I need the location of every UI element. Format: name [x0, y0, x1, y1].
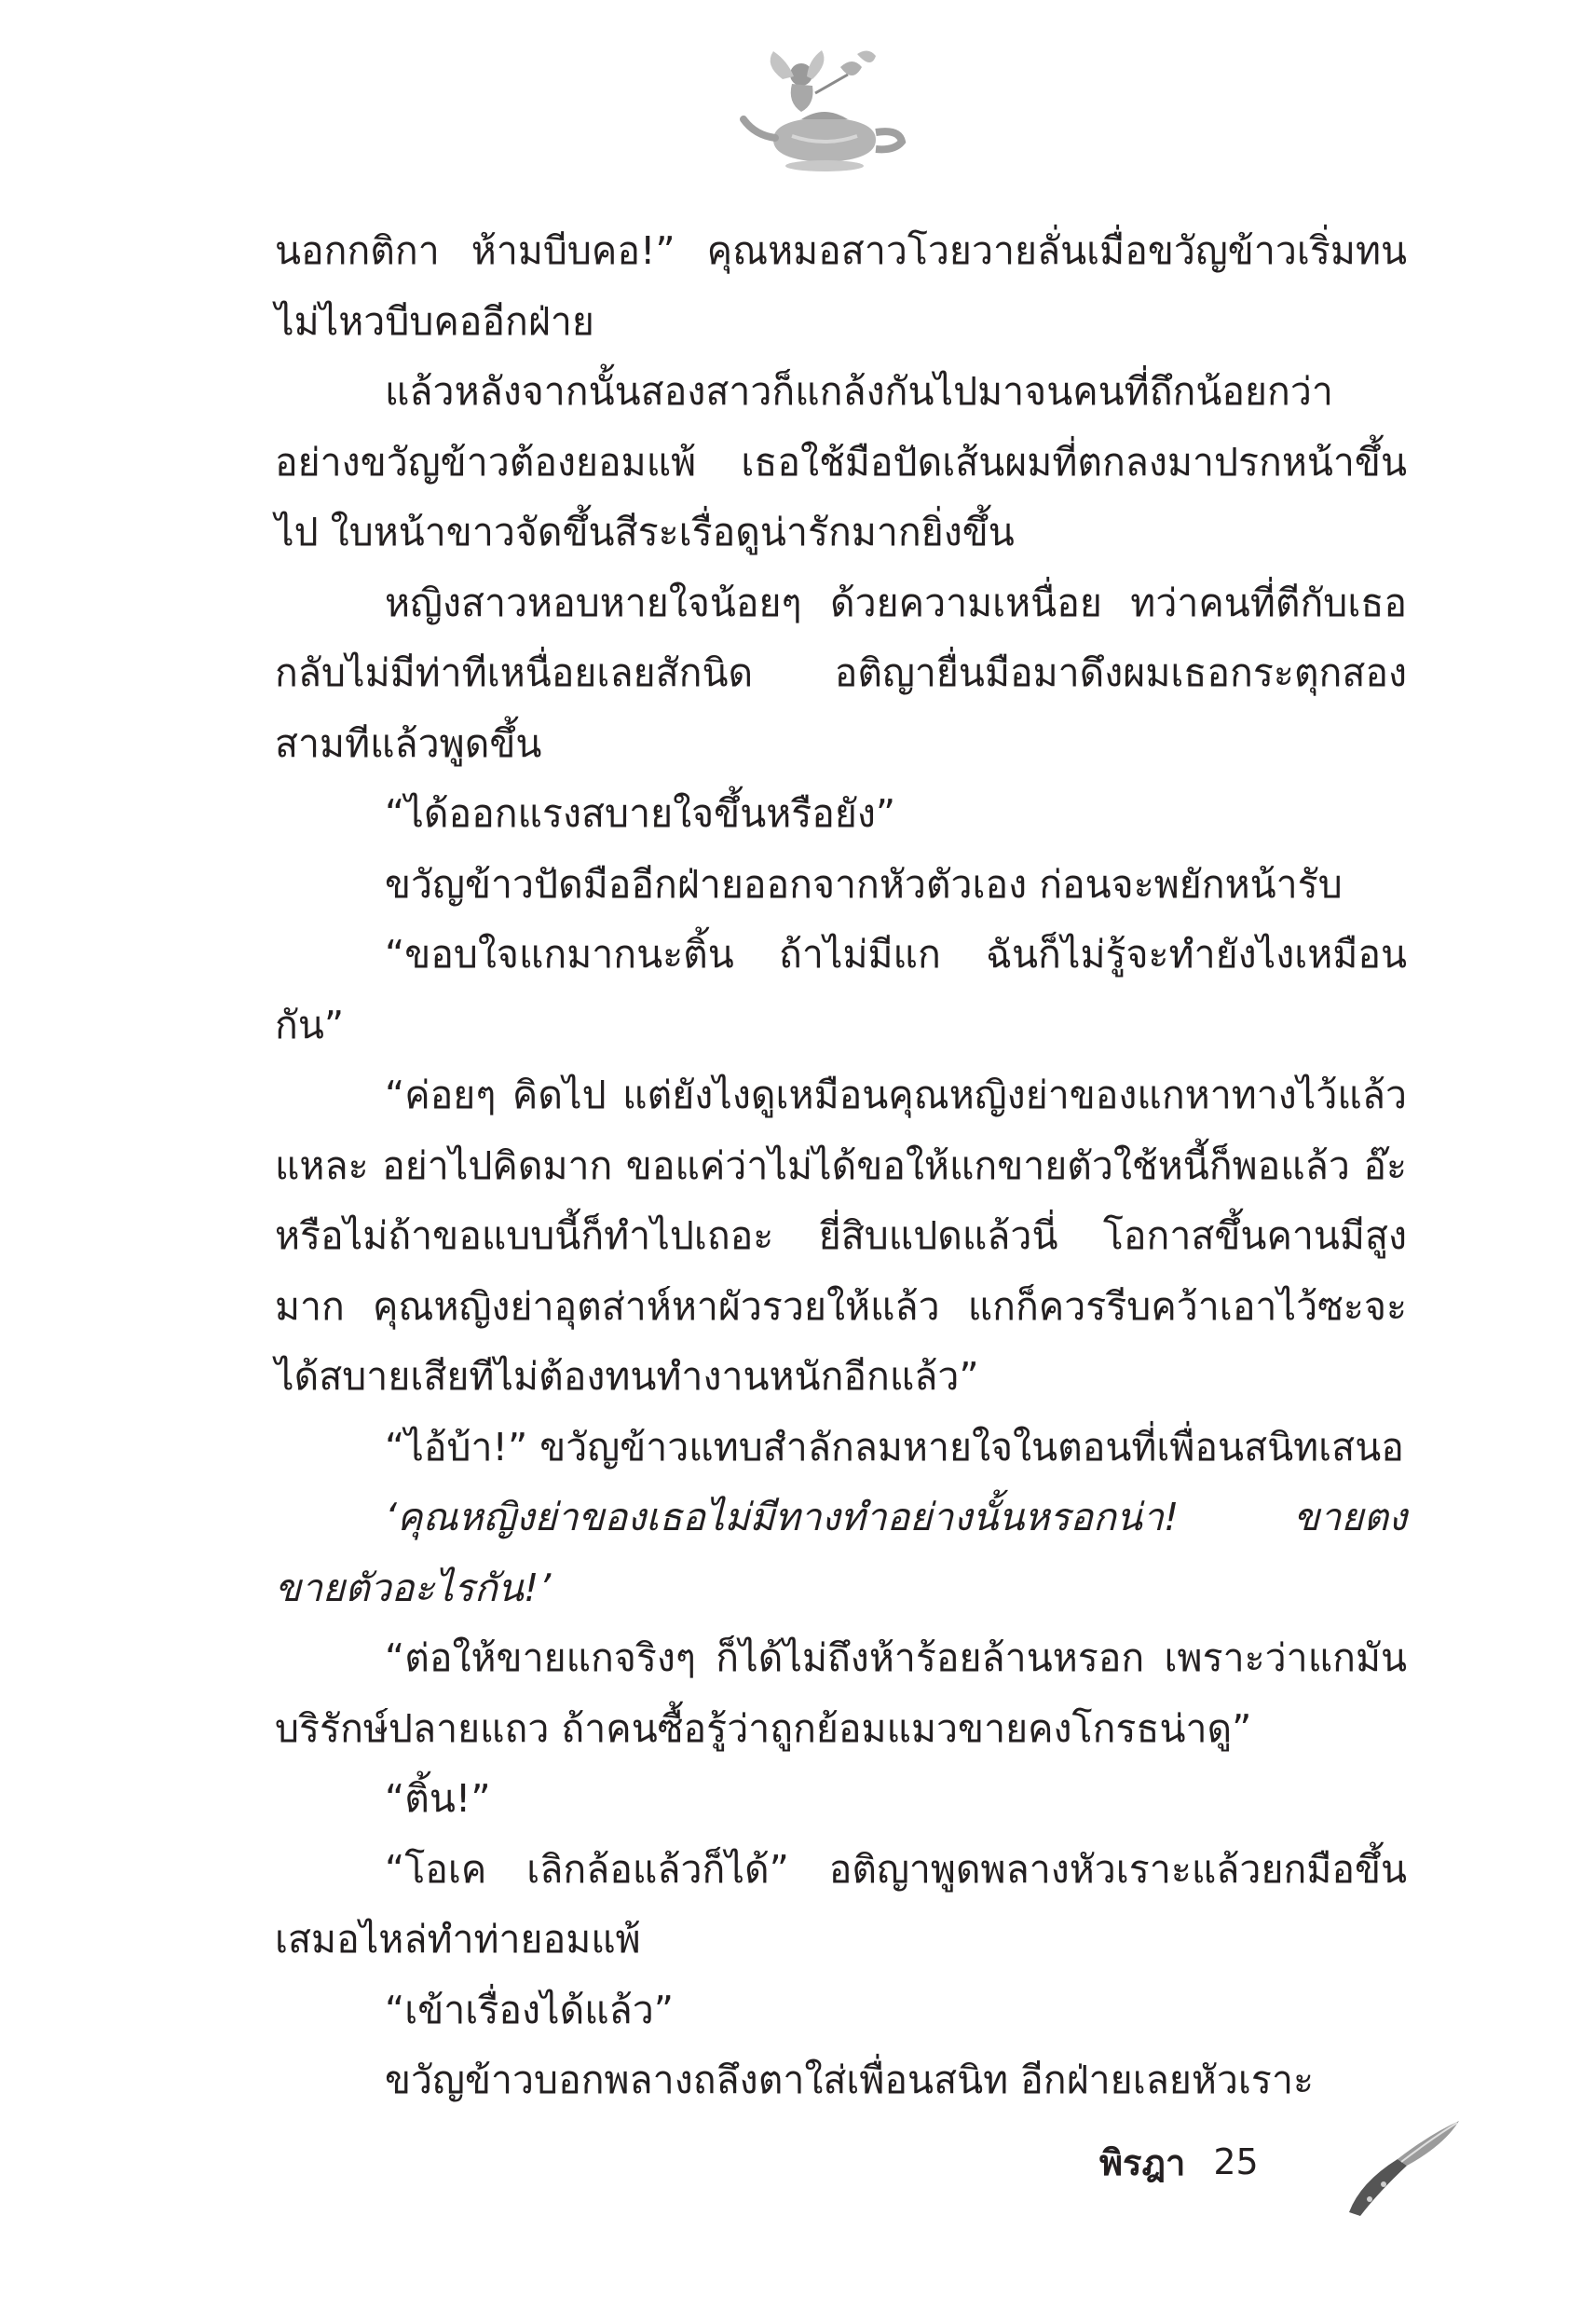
paragraph: “โอเค เลิกล้อแล้วก็ได้” อติญาพูดพลางหัวเราะแล้วยกมือขึ้นเสมอไหล่ทำท่ายอมแพ้	[275, 1846, 1407, 1962]
teapot-with-cupid-icon	[736, 47, 913, 177]
paragraph: “ต่อให้ขายแกจริงๆ ก็ได้ไม่ถึงห้าร้อยล้านหรอก เพราะว่าแกมันบริรักษ์ปลายแถว ถ้าคนซื้อรู้ว่าถูกย้อมแมวขายคงโกรธน่าดู”	[275, 1635, 1407, 1751]
paragraph: “ขอบใจแกมากนะติ้น ถ้าไม่มีแก ฉันก็ไม่รู้จะทำยังไงเหมือนกัน”	[275, 932, 1407, 1047]
paragraph: ขวัญข้าวปัดมืออีกฝ่ายออกจากหัวตัวเอง ก่อนจะพยักหน้ารับ	[385, 861, 1343, 907]
paragraph: “ค่อยๆ คิดไป แต่ยังไงดูเหมือนคุณหญิงย่าของแกหาทางไว้แล้วแหละ อย่าไปคิดมาก ขอแค่ว่าไม่ได้ขอให้แกขายตัวใช้หนี้ก็พอแล้ว อ๊ะ หรือไม่ถ้าขอแบบนี้ก็ทำไปเถอะ ยี่สิบแปดแล้วนี่ โอกาสขึ้นคานมีสูงมาก คุณหญิงย่าอุตส่าห์หาผัวรวยให้แล้ว แกก็ควรรีบคว้าเอาไว้ซะจะได้สบายเสียทีไม่ต้องทนทำงานหนักอีกแล้ว”	[275, 1073, 1407, 1399]
paragraph: “ไอ้บ้า!” ขวัญข้าวแทบสำลักลมหายใจในตอนที่เพื่อนสนิทเสนอ	[385, 1424, 1404, 1470]
page-footer	[1099, 2129, 1259, 2195]
page-body-text	[275, 216, 1407, 2116]
paragraph: นอกกติกา ห้ามบีบคอ!” คุณหมอสาวโวยวายลั่นเมื่อขวัญข้าวเริ่มทนไม่ไหวบีบคออีกฝ่าย	[275, 228, 1407, 344]
page-number: 25	[1213, 2141, 1259, 2182]
author-name: พิรฎา	[1099, 2141, 1186, 2183]
paragraph: ขวัญข้าวบอกพลางถลึงตาใส่เพื่อนสนิท อีกฝ่ายเลยหัวเราะ	[385, 2058, 1314, 2102]
knife-icon	[1342, 2117, 1463, 2220]
paragraph: “ติ้น!”	[385, 1776, 491, 1821]
paragraph: “ได้ออกแรงสบายใจขึ้นหรือยัง”	[385, 791, 896, 836]
paragraph: แล้วหลังจากนั้นสองสาวก็แกล้งกันไปมาจนคนที่ถึกน้อยกว่าอย่างขวัญข้าวต้องยอมแพ้ เธอใช้มือปัดเส้นผมที่ตกลงมาปรกหน้าขึ้นไป ใบหน้าขาวจัดขึ้นสีระเรื่อดูน่ารักมากยิ่งขึ้น	[275, 369, 1407, 554]
paragraph: “เข้าเรื่องได้แล้ว”	[385, 1987, 675, 2032]
paragraph: หญิงสาวหอบหายใจน้อยๆ ด้วยความเหนื่อย ทว่าคนที่ตีกับเธอกลับไม่มีท่าทีเหนื่อยเลยสักนิด อติญายื่นมือมาดึงผมเธอกระตุกสองสามทีแล้วพูดขึ้น	[275, 580, 1407, 766]
paragraph-inner-thought: ‘คุณหญิงย่าของเธอไม่มีทางทำอย่างนั้นหรอกน่า! ขายตงขายตัวอะไรกัน!’	[275, 1495, 1407, 1610]
